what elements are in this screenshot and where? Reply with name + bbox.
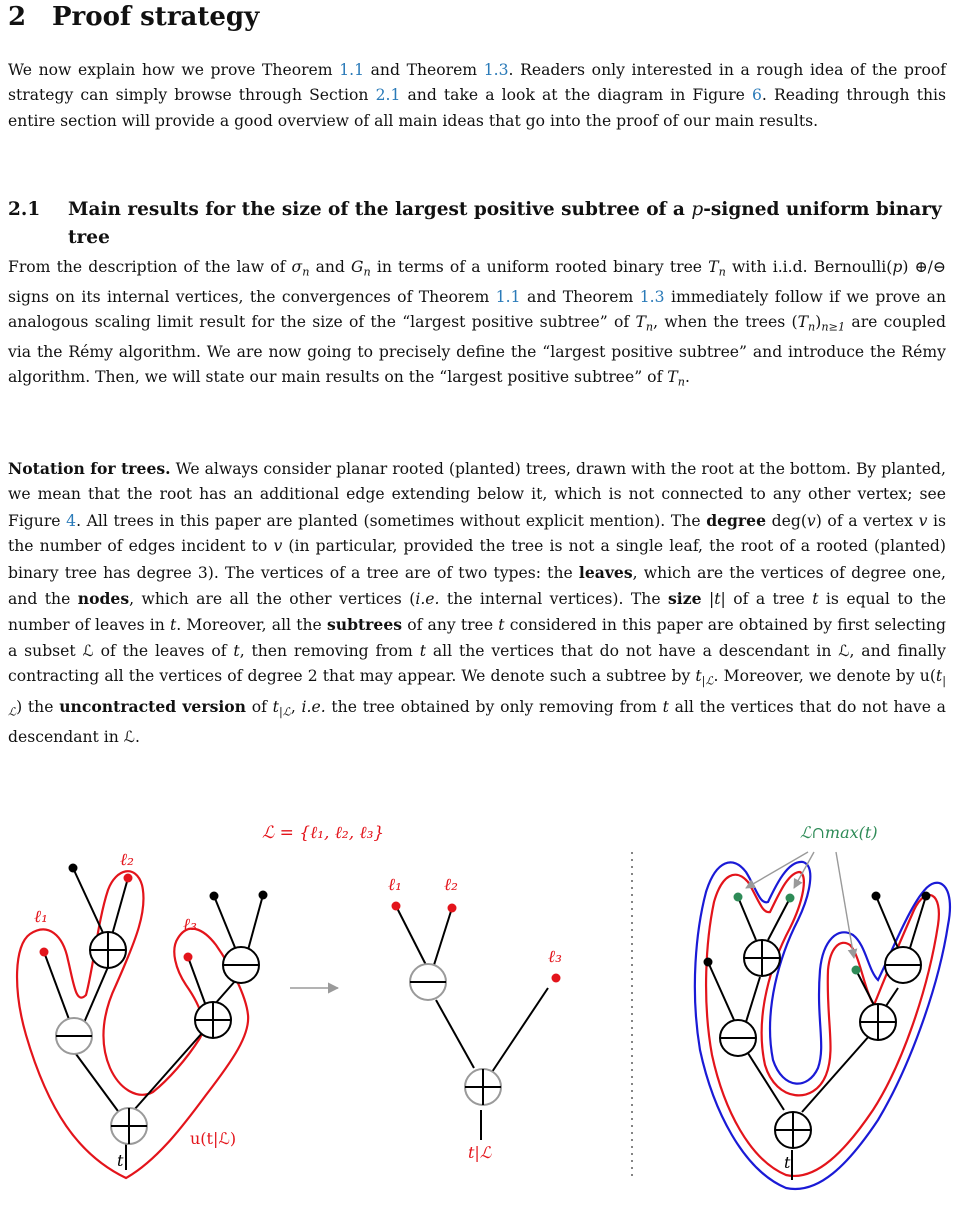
math: T — [708, 258, 719, 276]
text: of any tree — [402, 616, 499, 635]
text: , which are all the other vertices ( — [129, 590, 416, 609]
plus-node — [860, 1004, 896, 1040]
figure-link[interactable]: 4 — [66, 511, 77, 530]
plus-node — [90, 932, 126, 968]
math: T — [635, 313, 646, 332]
math: n — [302, 265, 310, 279]
label-l3: ℓ₃ — [183, 915, 197, 935]
math: n≥1 — [821, 320, 846, 334]
math: σ — [291, 258, 303, 276]
plus-node-gray — [465, 1069, 501, 1105]
text: and Theorem — [520, 287, 640, 306]
text: . Moreover, all the — [176, 616, 327, 635]
text: We always consider planar rooted (planted) trees, drawn with the root at the bottom. By planted, we mean that the root has an additional edge extending below it, which is not connected to any other vertex; see Figure — [8, 460, 946, 530]
text: ) of a vertex — [815, 511, 919, 530]
math: |ℒ — [701, 674, 714, 688]
plus-node — [775, 1112, 811, 1148]
set-label: ℒ = {ℓ₁, ℓ₂, ℓ₃} — [262, 823, 385, 843]
text: (in particular, provided the tree is not a single leaf, the root of a rooted (planted) binary tree has degree 3). The vertices of a tree are of two types: the — [8, 537, 947, 582]
plus-node-gray — [111, 1108, 147, 1144]
minus-node — [223, 947, 259, 983]
text: in terms of a uniform rooted binary tree — [370, 258, 709, 276]
text: | of a tree — [720, 590, 813, 609]
text: considered in this paper are obtained by first selecting a subset — [8, 616, 946, 660]
math: ℒ — [82, 641, 94, 660]
text: ) the — [16, 698, 60, 717]
math: t — [170, 616, 177, 635]
minus-node-gray — [410, 964, 446, 1000]
leaf-green — [734, 893, 743, 902]
math: t — [695, 667, 702, 686]
text: immediately follow if we prove an analogous scaling limit result for the size of the “largest positive subtree” of — [8, 287, 946, 332]
text: ) ⊕/⊖ signs on its internal vertices, the convergences of Theorem — [8, 258, 946, 306]
math: t — [419, 641, 426, 660]
theorem-link[interactable]: 1.1 — [339, 61, 364, 79]
text: Main results for the size of the largest positive subtree of a — [68, 199, 692, 220]
math: t — [498, 616, 505, 635]
math: t — [714, 590, 721, 609]
section-title: Proof strategy — [52, 2, 260, 32]
minus-node — [720, 1020, 756, 1056]
text: . Moreover, we denote by u( — [713, 667, 936, 686]
figure-link[interactable]: 6 — [752, 86, 762, 105]
math: t — [662, 698, 669, 717]
section-heading — [8, 0, 259, 34]
label-t: t — [117, 1151, 124, 1170]
text: and — [309, 258, 352, 276]
minus-node — [885, 947, 921, 983]
subsection-number: 2.1 — [8, 199, 41, 220]
text: is equal to the number of leaves in — [8, 590, 947, 635]
leaf-l2 — [448, 904, 457, 913]
leaf-l3 — [184, 953, 193, 962]
math: p — [892, 258, 903, 276]
leaf-l1 — [392, 902, 401, 911]
text: and Theorem — [364, 61, 484, 79]
text: , which are the vertices of degree one, and the — [8, 563, 947, 609]
math: n — [677, 375, 685, 389]
leaf — [210, 892, 219, 901]
leaf — [704, 958, 713, 967]
text: is the number of edges incident to — [8, 511, 946, 556]
text: We now explain how we prove Theorem — [8, 61, 340, 79]
term: degree — [706, 510, 766, 530]
theorem-link[interactable]: 1.3 — [483, 61, 509, 79]
text: -signed uniform binary tree — [68, 199, 942, 248]
math: n — [808, 320, 816, 334]
text: , — [290, 698, 302, 717]
subsection-title — [68, 196, 946, 252]
text: . — [684, 368, 690, 387]
leaf — [872, 892, 881, 901]
math: v — [273, 537, 283, 556]
label-subtree: t|ℒ — [468, 1143, 492, 1162]
math: v — [918, 511, 928, 530]
term: subtrees — [326, 615, 403, 635]
math: |ℒ — [278, 705, 291, 719]
term: size — [668, 589, 702, 609]
left-tree — [17, 850, 267, 1178]
text: the internal vertices). The — [439, 590, 669, 609]
math: t — [935, 667, 943, 686]
contracted-tree — [388, 875, 562, 1162]
leaf-l2 — [124, 874, 133, 883]
intro-paragraph — [8, 58, 946, 134]
paragraph-2 — [8, 255, 946, 395]
text: , then removing from — [239, 641, 420, 660]
text: all the vertices that do not have a descendant in — [8, 698, 946, 746]
leaf-l1 — [40, 948, 49, 957]
label-l2: ℓ₂ — [444, 875, 458, 895]
text: . Reading through this entire section will provide a good overview of all main ideas that go into the proof of our main results. — [8, 86, 946, 130]
label-l1: ℓ₁ — [388, 875, 402, 895]
text: . All trees in this paper are planted (sometimes without explicit mention). The — [76, 511, 707, 530]
text: | — [701, 590, 715, 609]
text: with i.i.d. Bernoulli( — [725, 258, 893, 276]
term: leaves — [578, 562, 633, 582]
math: ℒ — [838, 641, 850, 660]
text: i.e. — [301, 698, 326, 717]
math: p — [691, 199, 704, 220]
text: of — [246, 698, 273, 717]
plus-node — [195, 1002, 231, 1038]
paragraph-notation — [8, 456, 946, 750]
math: n — [718, 265, 726, 279]
math: |ℒ — [8, 674, 946, 719]
label-l2: ℓ₂ — [120, 850, 134, 870]
minus-node-gray — [56, 1018, 92, 1054]
section-number: 2 — [8, 2, 27, 32]
text: deg( — [766, 511, 807, 530]
label-l3: ℓ₃ — [548, 947, 562, 967]
subsection-heading — [8, 196, 946, 252]
text: . Readers only interested in a rough idea of the proof strategy can simply browse through Section — [8, 61, 946, 105]
math: v — [806, 511, 816, 530]
leaf-green — [786, 894, 795, 903]
theorem-link[interactable]: 1.3 — [639, 287, 665, 306]
math: t — [812, 590, 819, 609]
plus-node — [744, 940, 780, 976]
label-t: t — [784, 1153, 791, 1172]
text: , when the trees ( — [653, 313, 798, 332]
section-link[interactable]: 2.1 — [375, 86, 401, 105]
text: i.e. — [415, 590, 440, 609]
text: ) — [815, 313, 822, 332]
math: T — [797, 313, 809, 332]
label-u: u(t|ℒ) — [190, 1129, 237, 1148]
term: uncontracted version — [59, 697, 247, 717]
theorem-link[interactable]: 1.1 — [495, 287, 521, 306]
text: the tree obtained by only removing from — [325, 698, 663, 717]
math: n — [363, 265, 371, 279]
label-l1: ℓ₁ — [34, 907, 48, 927]
math: G — [351, 258, 364, 276]
text: all the vertices that do not have a descendant in — [425, 641, 839, 660]
tree-figure — [8, 810, 953, 1210]
text: of the leaves of — [93, 641, 234, 660]
text: From the description of the law of — [8, 258, 292, 276]
leaf — [922, 892, 931, 901]
math: T — [667, 368, 678, 387]
paragraph-lead: Notation for trees. — [8, 459, 171, 478]
math: t — [272, 698, 279, 717]
leaf — [259, 891, 268, 900]
term: nodes — [77, 589, 130, 609]
right-tree — [695, 823, 950, 1189]
text: . — [135, 727, 140, 746]
leaf — [69, 864, 78, 873]
text: are coupled via the Rémy algorithm. We are now going to precisely define the “largest positive subtree” and introduce the Rémy algorithm. Then, we will state our main results on the “largest positive subtree” of — [8, 313, 946, 387]
text: , and finally contracting all the vertices of degree 2 that may appear. We denote such a subtree by — [8, 641, 946, 686]
leaf-green — [852, 966, 861, 975]
math: n — [645, 320, 654, 334]
label-lmax: ℒ∩max(t) — [800, 823, 878, 842]
text: and take a look at the diagram in Figure — [400, 86, 752, 105]
math: ℒ — [123, 727, 135, 746]
math: t — [233, 641, 240, 660]
leaf-l3 — [552, 974, 561, 983]
